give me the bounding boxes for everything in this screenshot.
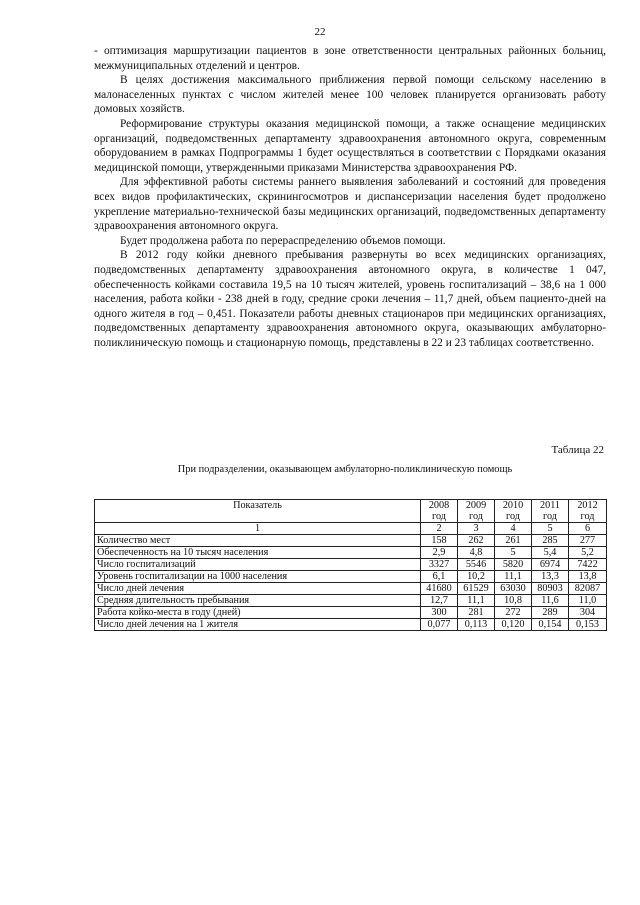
row-value: 13,8 xyxy=(569,571,607,583)
table-row xyxy=(95,607,607,619)
table-caption: При подразделении, оказывающем амбулаторно-поликлиническую помощь xyxy=(177,464,513,475)
row-value: 0,077 xyxy=(421,619,458,631)
row-value: 0,153 xyxy=(569,619,607,631)
header-year xyxy=(495,500,532,523)
row-value: 6974 xyxy=(532,559,569,571)
row-value: 10,8 xyxy=(495,595,532,607)
row-value: 3327 xyxy=(421,559,458,571)
row-value: 11,6 xyxy=(532,595,569,607)
table-header-row xyxy=(95,500,607,523)
header-indicator: Показатель xyxy=(95,500,421,523)
row-value: 304 xyxy=(569,607,607,619)
row-value: 158 xyxy=(421,535,458,547)
header-year-value: 2008 xyxy=(428,500,450,511)
table-row xyxy=(95,535,607,547)
table-row xyxy=(95,595,607,607)
row-value: 285 xyxy=(532,535,569,547)
row-name: Работа койко-места в году (дней) xyxy=(95,607,421,619)
row-value: 5,2 xyxy=(569,547,607,559)
index-cell: 3 xyxy=(458,523,495,535)
row-value: 12,7 xyxy=(421,595,458,607)
index-cell: 6 xyxy=(569,523,607,535)
row-value: 5820 xyxy=(495,559,532,571)
row-value: 289 xyxy=(532,607,569,619)
row-value: 300 xyxy=(421,607,458,619)
body-text xyxy=(94,44,606,350)
index-cell: 5 xyxy=(532,523,569,535)
index-cell: 4 xyxy=(495,523,532,535)
paragraph-routing: - оптимизация маршрутизации пациентов в зоне ответственности центральных районных больниц, межмуниципальных отделений и центров. xyxy=(94,45,606,72)
table-row xyxy=(95,547,607,559)
row-value: 2,9 xyxy=(421,547,458,559)
row-value: 13,3 xyxy=(532,571,569,583)
row-name: Уровень госпитализации на 1000 населения xyxy=(95,571,421,583)
row-name: Обеспеченность на 10 тысяч населения xyxy=(95,547,421,559)
header-year-suffix: год xyxy=(469,511,483,522)
row-value: 11,1 xyxy=(458,595,495,607)
header-year-suffix: год xyxy=(580,511,595,522)
paragraph-day-beds: В 2012 году койки дневного пребывания развернуты во всех медицинских организациях, подведомственных департаменту здравоохранения автономного округа, в количестве 1 047, обеспеченность койками составила 19,5 на 10 тысяч жителей, уровень госпитализаций – 38,6 на 1 000 населения, работа койки - 238 дней в году, средние сроки лечения – 11,7 дней, объем пациенто-дней на одного жителя в год – 0,451. Показатели работы дневных стационаров при медицинских организациях, подведомственных департаменту здравоохранения автономного округа, оказывающих амбулаторно-поликлиническую помощь и стационарную помощь, представлены в 22 и 23 таблицах соответственно. xyxy=(94,249,606,349)
header-year-suffix: год xyxy=(506,511,520,522)
table-row xyxy=(95,559,607,571)
header-year-value: 2012 xyxy=(577,500,598,511)
table-row xyxy=(95,619,607,631)
header-year-suffix: год xyxy=(432,511,446,522)
row-value: 6,1 xyxy=(421,571,458,583)
statistics-table xyxy=(94,499,607,631)
row-value: 281 xyxy=(458,607,495,619)
row-value: 272 xyxy=(495,607,532,619)
row-value: 262 xyxy=(458,535,495,547)
row-name: Число госпитализаций xyxy=(95,559,421,571)
header-year-suffix: год xyxy=(543,511,557,522)
row-value: 61529 xyxy=(458,583,495,595)
row-value: 0,113 xyxy=(458,619,495,631)
row-value: 4,8 xyxy=(458,547,495,559)
page-number: 22 xyxy=(314,26,326,38)
header-year xyxy=(421,500,458,523)
row-value: 10,2 xyxy=(458,571,495,583)
table-label: Таблица 22 xyxy=(551,444,604,456)
paragraph-reform: Реформирование структуры оказания медицинской помощи, а также оснащение медицинских организаций, подведомственных департаменту здравоохранения автономного округа, современным оборудованием в рамках Подпрограммы 1 будет осуществляться в соответствии с Порядками оказания медицинской помощи, утвержденными приказами Министерства здравоохранения РФ. xyxy=(94,117,606,174)
row-value: 0,154 xyxy=(532,619,569,631)
row-value: 7422 xyxy=(569,559,607,571)
row-value: 0,120 xyxy=(495,619,532,631)
index-cell: 2 xyxy=(421,523,458,535)
table-row xyxy=(95,571,607,583)
row-name: Число дней лечения на 1 жителя xyxy=(95,619,421,631)
row-value: 41680 xyxy=(421,583,458,595)
row-value: 5546 xyxy=(458,559,495,571)
row-value: 80903 xyxy=(532,583,569,595)
row-name: Число дней лечения xyxy=(95,583,421,595)
row-value: 11,1 xyxy=(495,571,532,583)
row-value: 82087 xyxy=(569,583,607,595)
header-year xyxy=(458,500,495,523)
table-index-row xyxy=(95,523,607,535)
index-cell: 1 xyxy=(95,523,421,535)
row-value: 5,4 xyxy=(532,547,569,559)
row-value: 261 xyxy=(495,535,532,547)
paragraph-redistribution: Будет продолжена работа по перераспределению объемов помощи. xyxy=(120,234,446,247)
header-year-value: 2009 xyxy=(465,500,487,511)
row-name: Средняя длительность пребывания xyxy=(95,595,421,607)
header-year-value: 2011 xyxy=(540,500,560,511)
table-row xyxy=(95,583,607,595)
header-year xyxy=(569,500,607,523)
row-value: 11,0 xyxy=(569,595,607,607)
row-name: Количество мест xyxy=(95,535,421,547)
paragraph-first-aid: В целях достижения максимального приближения первой помощи сельскому населению в малонаселенных пунктах с числом жителей менее 100 человек планируется организовать работу домовых хозяйств. xyxy=(94,74,606,116)
paragraph-early-detection: Для эффективной работы системы раннего выявления заболеваний и состояний для проведения всех видов профилактических, скринингосмотров и диспансеризации населения будет продолжено укрепление материально-технической базы медицинских организаций, подведомственных департаменту здравоохранения автономного округа. xyxy=(94,176,606,233)
header-year-value: 2010 xyxy=(502,500,524,511)
row-value: 277 xyxy=(569,535,607,547)
row-value: 63030 xyxy=(495,583,532,595)
row-value: 5 xyxy=(495,547,532,559)
header-year xyxy=(532,500,569,523)
